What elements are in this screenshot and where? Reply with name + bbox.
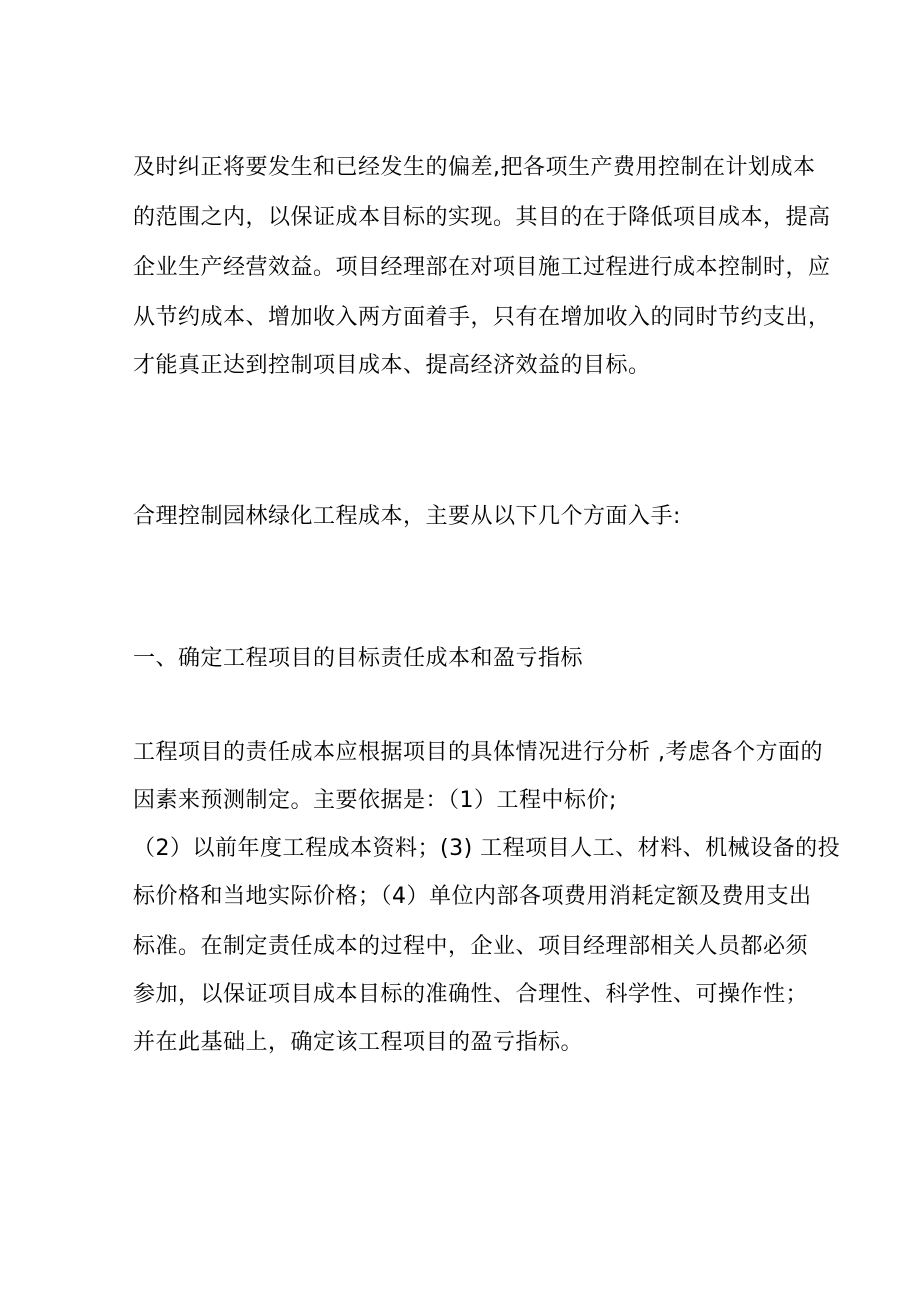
paragraph-intro: 合理控制园林绿化工程成本，主要从以下几个方面入手: (133, 504, 681, 529)
text-line: 并在此基础上，确定该工程项目的盈亏指标。 (133, 1030, 584, 1055)
text-line: 因素来预测制定。主要依据是：（1）工程中标价; (133, 788, 617, 813)
text-line: 从节约成本、增加收入两方面着手，只有在增加收入的同时节约支出， (133, 305, 831, 330)
text-line: 企业生产经营效益。项目经理部在对项目施工过程进行成本控制时，应 (133, 255, 831, 280)
section-heading: 一、确定工程项目的目标责任成本和盈亏指标 (133, 646, 584, 671)
text-line: 参加，以保证项目成本目标的准确性、合理性、科学性、可操作性； (133, 982, 809, 1007)
text-line: 工程项目的责任成本应根据项目的具体情况进行分析 ,考虑各个方面的 (133, 740, 823, 765)
text-line: （2）以前年度工程成本资料；(3) 工程项目人工、材料、机械设备的投 (133, 836, 841, 861)
text-line: 标价格和当地实际价格；（4）单位内部各项费用消耗定额及费用支出 (133, 884, 812, 909)
text-line: 的范围之内，以保证成本目标的实现。其目的在于降低项目成本，提高 (133, 205, 831, 230)
text-line: 才能真正达到控制项目成本、提高经济效益的目标。 (133, 353, 651, 378)
text-line: 及时纠正将要发生和已经发生的偏差,把各项生产费用控制在计划成本 (133, 155, 816, 180)
text-line: 标准。在制定责任成本的过程中，企业、项目经理部相关人员都必须 (133, 934, 809, 959)
